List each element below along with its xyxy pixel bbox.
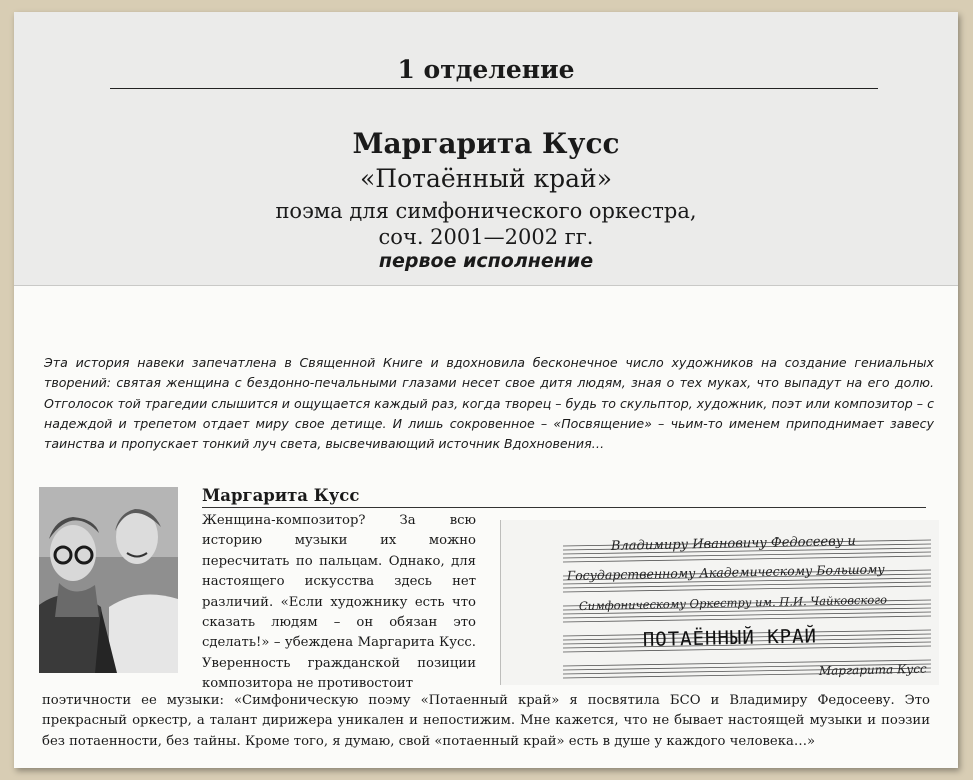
section-heading: 1 отделение	[397, 55, 575, 84]
work-title: «Потаённый край»	[359, 164, 612, 193]
program-page	[14, 12, 958, 768]
composer-photo	[39, 487, 178, 673]
bio-text-continued: поэтичности ее музыки: «Симфоническую поэму «Потаенный край» я посвятила БСО и Владимиру Федосееву. Это прекрасный оркестр, а талант дирижера уникален и непостижим. Мне кажется, что не бывает настоящей музыки и поэзии без потаенности, без тайны. Кроме того, я думаю, свой «потаенный край» есть в душе у каждого человека…»	[42, 693, 930, 749]
manuscript-staff-lines	[501, 520, 939, 685]
work-opus: соч. 2001—2002 гг.	[378, 225, 594, 249]
autograph-manuscript	[500, 520, 939, 685]
composer-name: Маргарита Кусс	[352, 127, 620, 160]
autograph-line-2: Государственному Академическому Большому	[566, 561, 885, 583]
bio-heading: Маргарита Кусс	[202, 486, 360, 505]
header-band	[14, 12, 958, 286]
autograph-line-1: Владимиру Ивановичу Федосееву и	[610, 533, 856, 554]
premiere-note: первое исполнение	[378, 250, 594, 272]
autograph-line-3: Симфоническому Оркестру им. П.И. Чайковского	[578, 592, 888, 613]
work-subtitle: поэма для симфонического оркестра,	[275, 199, 697, 223]
autograph-signature: Маргарита Кусс	[818, 661, 927, 678]
heading-rule	[110, 88, 878, 89]
bio-rule	[202, 507, 926, 508]
bio-text-column: Женщина-композитор? За всю историю музыки их можно пересчитать по пальцам. Однако, для настоящего искусства здесь нет различий. «Если художнику есть что сказать людям – он обязан это сделать!» – убеждена Маргарита Кусс. Уверенность гражданской позиции композитора не противостоит	[202, 513, 476, 692]
photo-illustration	[39, 487, 178, 673]
autograph-title: ПОТАЁННЫЙ КРАЙ	[642, 625, 818, 651]
intro-paragraph: Эта история навеки запечатлена в Священной Книге и вдохновила бесконечное число художников на создание гениальных творений: святая женщина с бездонно-печальными глазами несет свое дитя людям, зная о тех муках, что выпадут на его долю. Отголосок той трагедии слышится и ощущается каждый раз, когда творец – будь то скульптор, художник, поэт или композитор – с надеждой и трепетом отдает миру свое детище. И лишь сокровенное – «Посвящение» – чьим-то именем приподнимает завесу таинства и пропускает тонкий луч света, высвечивающий источник Вдохновения…	[44, 355, 934, 452]
